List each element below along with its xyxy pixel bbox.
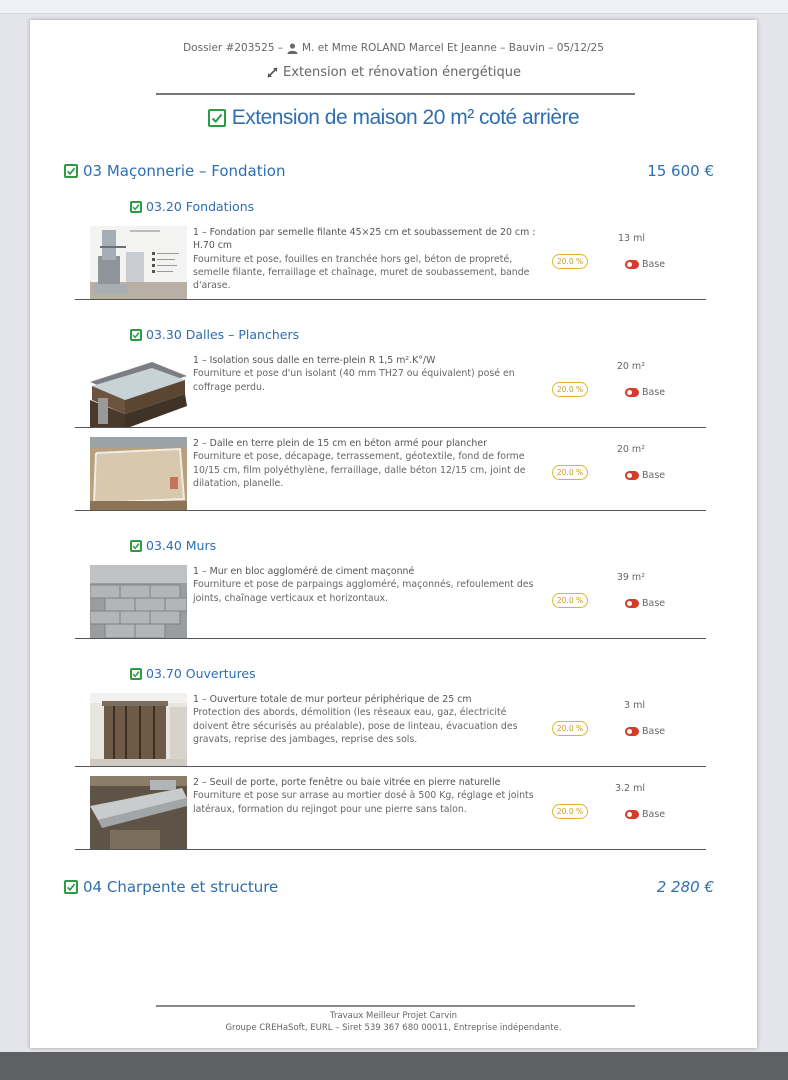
checkbox-checked-icon[interactable] bbox=[130, 540, 142, 552]
vat-badge: 20.0 % bbox=[552, 593, 588, 608]
item-description: Fourniture et pose d'un isolant (40 mm TH27 ou équivalent) posé en coffrage perdu. bbox=[193, 368, 515, 393]
section-label: 04 Charpente et structure bbox=[83, 878, 279, 896]
vat-badge: 20.0 % bbox=[552, 382, 588, 397]
quote-title bbox=[30, 106, 757, 130]
checkbox-checked-icon[interactable] bbox=[130, 329, 142, 341]
item-title: 1 – Mur en bloc aggloméré de ciment maçonné bbox=[193, 566, 415, 577]
toggle-icon[interactable] bbox=[625, 810, 639, 819]
item-description: Fourniture et pose de parpaings aggloméré, maçonnés, refoulement des joints, chaînage verticaux et horizontaux. bbox=[193, 579, 534, 604]
item-description-block bbox=[193, 776, 543, 816]
base-label: Base bbox=[642, 387, 666, 398]
checkbox-checked-icon[interactable] bbox=[130, 668, 142, 680]
footer-divider bbox=[156, 1005, 635, 1007]
base-option[interactable] bbox=[625, 726, 665, 737]
item-title: 1 – Fondation par semelle filante 45×25 cm et soubassement de 20 cm : H.70 cm bbox=[193, 227, 536, 252]
base-option[interactable] bbox=[625, 470, 665, 481]
viewer-bottom-bar bbox=[0, 1052, 788, 1080]
item-description: Protection des abords, démolition (les réseaux eau, gaz, électricité doivent être sécurisés au préalable), pose de linteau, évacuation des gravats, reprise des jambages, reprise des sols. bbox=[193, 707, 518, 745]
quote-page bbox=[30, 20, 757, 1048]
toggle-icon[interactable] bbox=[625, 471, 639, 480]
vat-badge: 20.0 % bbox=[552, 465, 588, 480]
toggle-icon[interactable] bbox=[625, 727, 639, 736]
base-option[interactable] bbox=[625, 598, 665, 609]
item-description: Fourniture et pose, fouilles en tranchée hors gel, béton de propreté, semelle filante, ferraillage et chaînage, muret de soubassement, bande d'arase. bbox=[193, 253, 530, 292]
foundation-diagram-image bbox=[90, 226, 187, 299]
vat-badge: 20.0 % bbox=[552, 804, 588, 819]
item-title: 2 – Seuil de porte, porte fenêtre ou baie vitrée en pierre naturelle bbox=[193, 777, 501, 788]
checkbox-checked-icon[interactable] bbox=[208, 109, 226, 127]
item-description-block bbox=[193, 226, 543, 292]
item-title: 1 – Isolation sous dalle en terre-plein R 1,5 m².K°/W bbox=[193, 355, 436, 366]
base-label: Base bbox=[642, 259, 666, 270]
block-wall-image bbox=[90, 565, 187, 638]
subsection-03-40-murs bbox=[130, 538, 216, 553]
section-03-maconnerie bbox=[64, 162, 714, 180]
section-04-charpente bbox=[64, 878, 714, 896]
vat-badge: 20.0 % bbox=[552, 254, 588, 269]
section-amount: 2 280 € bbox=[656, 878, 714, 896]
subsection-03-20-fondations bbox=[130, 199, 254, 214]
item-quantity: 20 m² bbox=[616, 444, 645, 455]
expand-arrows-icon bbox=[266, 66, 279, 79]
item-divider bbox=[75, 299, 706, 300]
item-divider bbox=[75, 638, 706, 639]
header-divider bbox=[156, 93, 635, 95]
item-description: Fourniture et pose, décapage, terrassement, géotextile, fond de forme 10/15 cm, film polyéthylène, ferraillage, dalle béton 12/15 cm, joint de dilatation, planelle. bbox=[193, 451, 526, 489]
subsection-label: 03.70 Ouvertures bbox=[146, 666, 256, 681]
item-divider bbox=[75, 766, 706, 767]
base-label: Base bbox=[642, 470, 666, 481]
checkbox-checked-icon[interactable] bbox=[64, 164, 78, 178]
browser-top-bar bbox=[0, 0, 788, 14]
item-description: Fourniture et pose sur arrase au mortier dosé à 500 Kg, réglage et joints latéraux, formation du rejingot pour une pierre sans talon. bbox=[193, 790, 534, 815]
project-type-label: Extension et rénovation énergétique bbox=[283, 65, 521, 80]
concrete-slab-image bbox=[90, 437, 187, 510]
checkbox-checked-icon[interactable] bbox=[130, 201, 142, 213]
person-icon bbox=[287, 43, 298, 54]
subsection-label: 03.40 Murs bbox=[146, 538, 217, 553]
dossier-header bbox=[30, 42, 757, 54]
item-quantity: 20 m² bbox=[616, 361, 645, 372]
item-description-block bbox=[193, 354, 543, 394]
footer-legal: Groupe CREHaSoft, EURL – Siret 539 367 680 00011, Entreprise indépendante. bbox=[225, 1023, 562, 1033]
toggle-icon[interactable] bbox=[625, 388, 639, 397]
vat-badge: 20.0 % bbox=[552, 721, 588, 736]
base-option[interactable] bbox=[625, 387, 665, 398]
item-title: 1 – Ouverture totale de mur porteur périphérique de 25 cm bbox=[193, 694, 472, 705]
subsection-label: 03.30 Dalles – Planchers bbox=[146, 327, 300, 342]
quote-title-text: Extension de maison 20 m² coté arrière bbox=[231, 106, 580, 129]
section-amount: 15 600 € bbox=[647, 162, 714, 180]
item-quantity: 3 ml bbox=[624, 700, 645, 711]
base-label: Base bbox=[642, 598, 666, 609]
wall-opening-image bbox=[90, 693, 187, 766]
item-divider bbox=[75, 849, 706, 850]
item-description-block bbox=[193, 437, 543, 490]
item-divider bbox=[75, 427, 706, 428]
base-label: Base bbox=[642, 809, 666, 820]
slab-insulation-image bbox=[90, 354, 187, 427]
item-divider bbox=[75, 510, 706, 511]
footer-company: Travaux Meilleur Projet Carvin bbox=[330, 1011, 457, 1021]
subsection-03-70-ouvertures bbox=[130, 666, 256, 681]
toggle-icon[interactable] bbox=[625, 599, 639, 608]
item-quantity: 39 m² bbox=[616, 572, 645, 583]
project-type bbox=[30, 65, 757, 80]
item-quantity: 13 ml bbox=[617, 233, 645, 244]
stone-threshold-image bbox=[90, 776, 187, 849]
checkbox-checked-icon[interactable] bbox=[64, 880, 78, 894]
base-option[interactable] bbox=[625, 259, 665, 270]
item-description-block bbox=[193, 565, 543, 605]
item-quantity: 3.2 ml bbox=[614, 783, 645, 794]
base-option[interactable] bbox=[625, 809, 665, 820]
toggle-icon[interactable] bbox=[625, 260, 639, 269]
subsection-label: 03.20 Fondations bbox=[146, 199, 255, 214]
section-label: 03 Maçonnerie – Fondation bbox=[83, 162, 286, 180]
client-info: M. et Mme ROLAND Marcel Et Jeanne – Bauvin – 05/12/25 bbox=[302, 42, 604, 54]
item-description-block bbox=[193, 693, 543, 746]
dossier-number: Dossier #203525 – bbox=[183, 42, 284, 54]
base-label: Base bbox=[642, 726, 666, 737]
subsection-03-30-dalles bbox=[130, 327, 299, 342]
item-title: 2 – Dalle en terre plein de 15 cm en béton armé pour plancher bbox=[193, 438, 487, 449]
